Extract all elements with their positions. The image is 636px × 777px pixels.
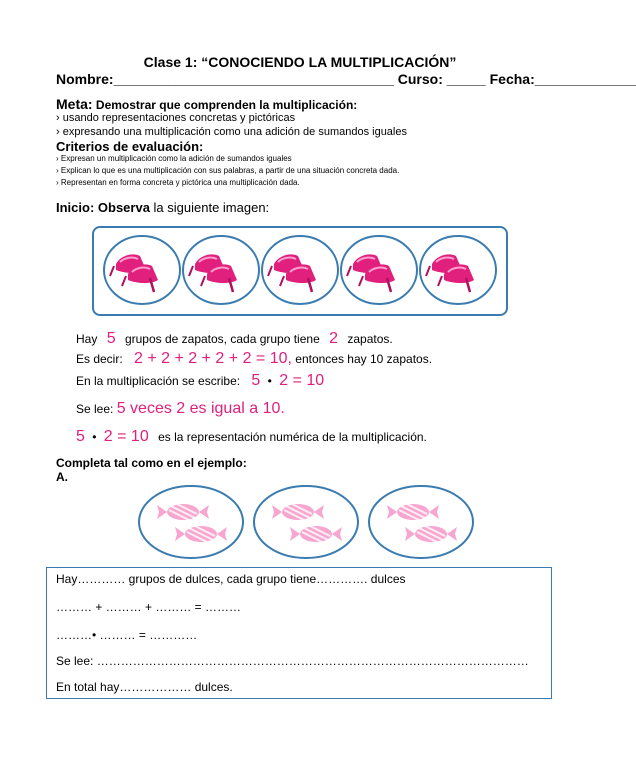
criterio-item: › Representan en forma concreta y pictórica una multiplicación dada. — [56, 178, 300, 187]
criterio-item: › Explican lo que es una multiplicación con sus palabras, a partir de una situación concreta dada. — [56, 166, 400, 175]
candy-groups-illustration — [136, 482, 476, 562]
mult-label: En la multiplicación se escribe: — [76, 374, 241, 388]
inicio-text: la siguiente imagen: — [149, 200, 270, 215]
hay-word: Hay — [76, 332, 98, 346]
inicio-instruction — [56, 200, 269, 215]
se-lee-value: 5 veces 2 es igual a 10. — [116, 400, 285, 417]
shoe-group — [183, 236, 259, 304]
curso-label: Curso: — [397, 71, 443, 87]
se-lee-label: Se lee: — [76, 402, 114, 416]
repr-b-value: 2 = 10 — [103, 428, 149, 445]
shoe-group — [420, 236, 496, 304]
exercise-heading: Completa tal como en el ejemplo: — [56, 456, 247, 470]
repr-a-value: 5 — [76, 428, 85, 445]
repr-dot: • — [92, 430, 97, 444]
example-line-repr — [76, 428, 427, 446]
answer-line-total[interactable]: En total hay……………… dulces. — [56, 680, 233, 694]
example-line-groups — [76, 330, 393, 348]
fecha-field[interactable]: _____________ — [534, 71, 636, 87]
unit-text: zapatos. — [347, 332, 393, 346]
candy-group — [254, 486, 358, 558]
criterio-item: › Expresan un multiplicación como la adición de sumandos iguales — [56, 154, 292, 163]
per-group-value: 2 — [329, 330, 338, 347]
criterios-heading: Criterios de evaluación: — [56, 139, 204, 154]
groups-text: grupos de zapatos, cada grupo tiene — [124, 332, 320, 346]
candy-group — [369, 486, 473, 558]
shoe-groups-illustration — [92, 226, 508, 316]
meta-heading — [56, 96, 357, 112]
sum-after-text: entonces hay 10 zapatos. — [291, 352, 433, 366]
example-line-sum — [76, 350, 432, 368]
answer-line-se-lee[interactable]: Se lee: ……………………………………………………………………………………………… — [56, 654, 529, 668]
es-decir-label: Es decir: — [76, 352, 123, 366]
repr-text: es la representación numérica de la multiplicación. — [158, 430, 427, 444]
page-title: Clase 1: “CONOCIENDO LA MULTIPLICACIÓN” — [143, 54, 457, 70]
nombre-field[interactable]: ____________________________________ — [113, 71, 394, 87]
shoe-group — [104, 236, 180, 304]
candy-group — [139, 486, 243, 558]
inicio-label: Inicio: Observa — [56, 200, 150, 215]
header-fields — [56, 71, 636, 87]
shoe-group — [262, 236, 338, 304]
example-line-se-lee — [76, 400, 285, 418]
fecha-label: Fecha: — [489, 71, 535, 87]
nombre-label: Nombre: — [56, 71, 114, 87]
exercise-letter: A. — [56, 470, 68, 484]
n-groups-value: 5 — [106, 330, 116, 347]
example-line-mult — [76, 372, 324, 390]
mult-b-value: 2 = 10 — [279, 372, 325, 389]
answer-line-mult[interactable]: ………• ……… = ………… — [56, 628, 198, 642]
meta-text: Demostrar que comprenden la multiplicación: — [95, 98, 358, 112]
meta-item: › usando representaciones concretas y pictóricas — [56, 112, 296, 124]
meta-label: Meta: — [56, 96, 93, 112]
answer-line-sum[interactable]: ……… + ……… + ……… = ……… — [56, 600, 242, 614]
mult-a-value: 5 — [251, 372, 261, 389]
shoe-group — [341, 236, 417, 304]
curso-field[interactable]: _____ — [446, 71, 486, 87]
meta-item: › expresando una multiplicación como una adición de sumandos iguales — [56, 126, 407, 138]
sum-expression: 2 + 2 + 2 + 2 + 2 = 10, — [134, 350, 292, 367]
mult-dot: • — [267, 374, 272, 388]
answer-line-groups[interactable]: Hay………… grupos de dulces, cada grupo tiene…………. dulces — [56, 572, 406, 586]
